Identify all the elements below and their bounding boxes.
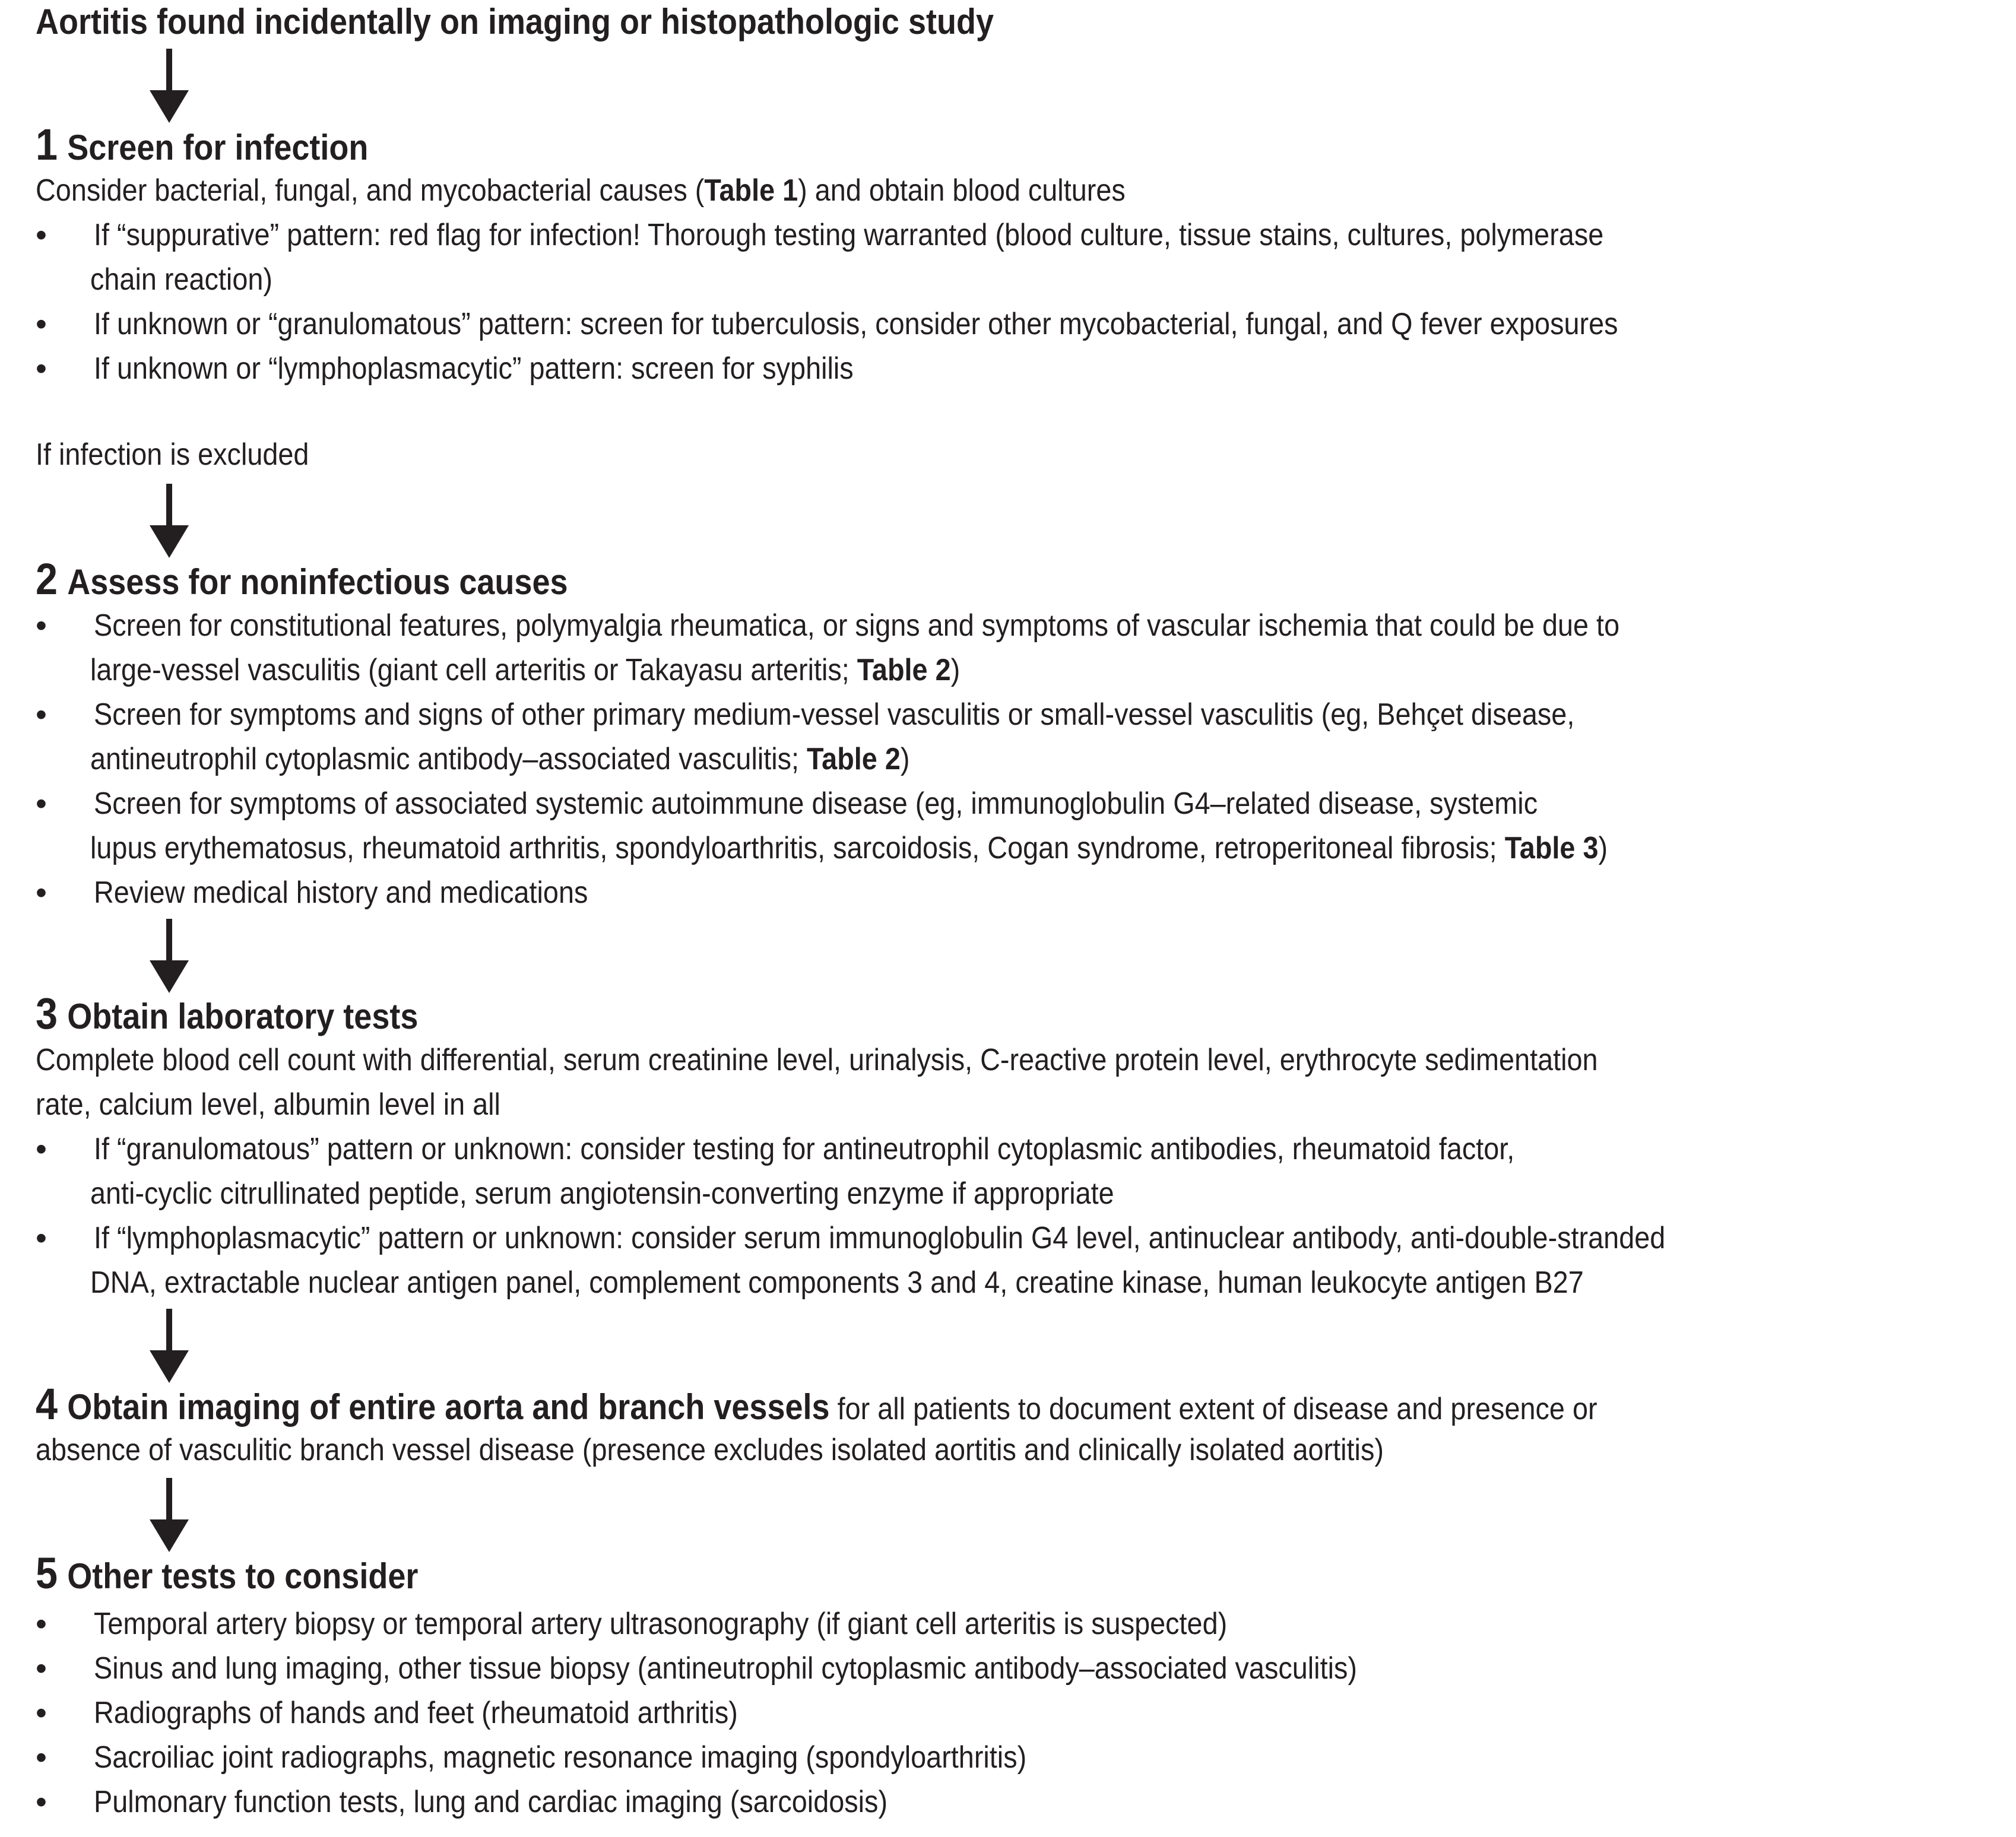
bullet-icon: •	[36, 217, 47, 253]
step-3-intro: Complete blood cell count with differential, serum creatinine level, urinalysis, C-reactive protein level, erythrocyte sedimentation	[36, 1043, 1598, 1077]
bullet-text: If “suppurative” pattern: red flag for infection! Thorough testing warranted (blood culture, tissue stains, cultures, polymerase	[94, 218, 1604, 252]
bullet-text-part: lupus erythematosus, rheumatoid arthritis, spondyloarthritis, sarcoidosis, Cogan syndrome, retroperitoneal fibrosis;	[90, 831, 1505, 865]
bullet-icon: •	[36, 1695, 47, 1731]
intro-text: ) and obtain blood cultures	[798, 173, 1126, 208]
bullet-icon: •	[36, 1651, 47, 1686]
table-reference: Table 1	[704, 173, 798, 208]
step-1-intro	[36, 172, 1126, 209]
bullet-text-continued	[90, 652, 960, 689]
table-reference: Table 2	[807, 742, 901, 776]
down-arrow-icon	[150, 1478, 189, 1552]
bullet-text-continued	[90, 741, 909, 778]
bullet-text-part: antineutrophil cytoplasmic antibody–associated vasculitis;	[90, 742, 807, 776]
down-arrow-icon	[150, 919, 189, 993]
bullet-text: If “granulomatous” pattern or unknown: consider testing for antineutrophil cytoplasmic antibodies, rheumatoid factor,	[94, 1132, 1515, 1166]
bullet-icon: •	[36, 1784, 47, 1820]
bullet-text-part: )	[1598, 831, 1608, 865]
table-reference: Table 2	[857, 653, 951, 687]
bullet-text-part: )	[950, 653, 961, 687]
step-number: 3	[36, 989, 58, 1038]
bullet-text: If unknown or “granulomatous” pattern: screen for tuberculosis, consider other mycobacterial, fungal, and Q fever exposures	[94, 307, 1618, 341]
bullet-text-continued: chain reaction)	[90, 262, 272, 297]
bullet-text: Sinus and lung imaging, other tissue biopsy (antineutrophil cytoplasmic antibody–associated vasculitis)	[94, 1651, 1357, 1686]
step-title: Obtain imaging of entire aorta and branch vessels	[67, 1387, 830, 1427]
bullet-text-part: large-vessel vasculitis (giant cell arteritis or Takayasu arteritis;	[90, 653, 857, 687]
step-1-heading	[36, 120, 369, 169]
step-title: Assess for noninfectious causes	[67, 562, 568, 602]
down-arrow-icon	[150, 1309, 189, 1383]
bullet-icon: •	[36, 697, 47, 732]
step-number: 1	[36, 120, 58, 169]
bullet-text: If unknown or “lymphoplasmacytic” pattern: screen for syphilis	[94, 351, 854, 386]
bullet-icon: •	[36, 1220, 47, 1256]
bullet-text-continued: DNA, extractable nuclear antigen panel, complement components 3 and 4, creatine kinase, human leukocyte antigen B27	[90, 1265, 1584, 1300]
bullet-icon: •	[36, 1606, 47, 1642]
bullet-text-continued: anti-cyclic citrullinated peptide, serum angiotensin-converting enzyme if appropriate	[90, 1176, 1114, 1211]
step-4-description: for all patients to document extent of disease and presence or	[829, 1392, 1597, 1426]
step-3-intro-continued: rate, calcium level, albumin level in all	[36, 1087, 500, 1122]
bullet-icon: •	[36, 608, 47, 643]
bullet-text-part: )	[900, 742, 910, 776]
step-5-heading	[36, 1549, 419, 1598]
intro-text: Consider bacterial, fungal, and mycobacterial causes (	[36, 173, 705, 208]
bullet-text: Radiographs of hands and feet (rheumatoid arthritis)	[94, 1696, 738, 1730]
bullet-icon: •	[36, 875, 47, 910]
bullet-text: If “lymphoplasmacytic” pattern or unknown: consider serum immunoglobulin G4 level, antinuclear antibody, anti-double-stranded	[94, 1221, 1666, 1255]
step-4-description-continued: absence of vasculitic branch vessel disease (presence excludes isolated aortitis and clinically isolated aortitis)	[36, 1433, 1384, 1467]
step-3-heading	[36, 989, 419, 1038]
table-reference: Table 3	[1504, 831, 1599, 865]
bullet-text: Temporal artery biopsy or temporal artery ultrasonography (if giant cell arteritis is suspected)	[94, 1607, 1228, 1641]
bullet-icon: •	[36, 1131, 47, 1167]
step-2-heading	[36, 554, 568, 604]
bullet-icon: •	[36, 351, 47, 386]
bullet-icon: •	[36, 306, 47, 342]
bullet-text: Review medical history and medications	[94, 875, 588, 910]
bullet-text: Screen for symptoms of associated systemic autoimmune disease (eg, immunoglobulin G4–related disease, systemic	[94, 786, 1538, 821]
step-title: Obtain laboratory tests	[67, 997, 419, 1036]
step-4-heading	[36, 1379, 1597, 1430]
bullet-text-continued	[90, 830, 1608, 867]
step-number: 5	[36, 1549, 58, 1598]
bullet-text: Sacroiliac joint radiographs, magnetic resonance imaging (spondyloarthritis)	[94, 1740, 1027, 1775]
step-title: Other tests to consider	[67, 1556, 419, 1596]
down-arrow-icon	[150, 484, 189, 558]
transition-label: If infection is excluded	[36, 437, 309, 472]
step-title: Screen for infection	[67, 128, 369, 167]
step-number: 2	[36, 554, 58, 604]
bullet-icon: •	[36, 1740, 47, 1775]
down-arrow-icon	[150, 49, 189, 123]
bullet-text: Screen for constitutional features, polymyalgia rheumatica, or signs and symptoms of vascular ischemia that could be due to	[94, 608, 1620, 643]
bullet-icon: •	[36, 786, 47, 821]
bullet-text: Screen for symptoms and signs of other primary medium-vessel vasculitis or small-vessel vasculitis (eg, Behçet disease,	[94, 697, 1575, 732]
step-number: 4	[36, 1379, 58, 1429]
flowchart-title: Aortitis found incidentally on imaging or histopathologic study	[36, 2, 994, 42]
bullet-text: Pulmonary function tests, lung and cardiac imaging (sarcoidosis)	[94, 1785, 888, 1819]
